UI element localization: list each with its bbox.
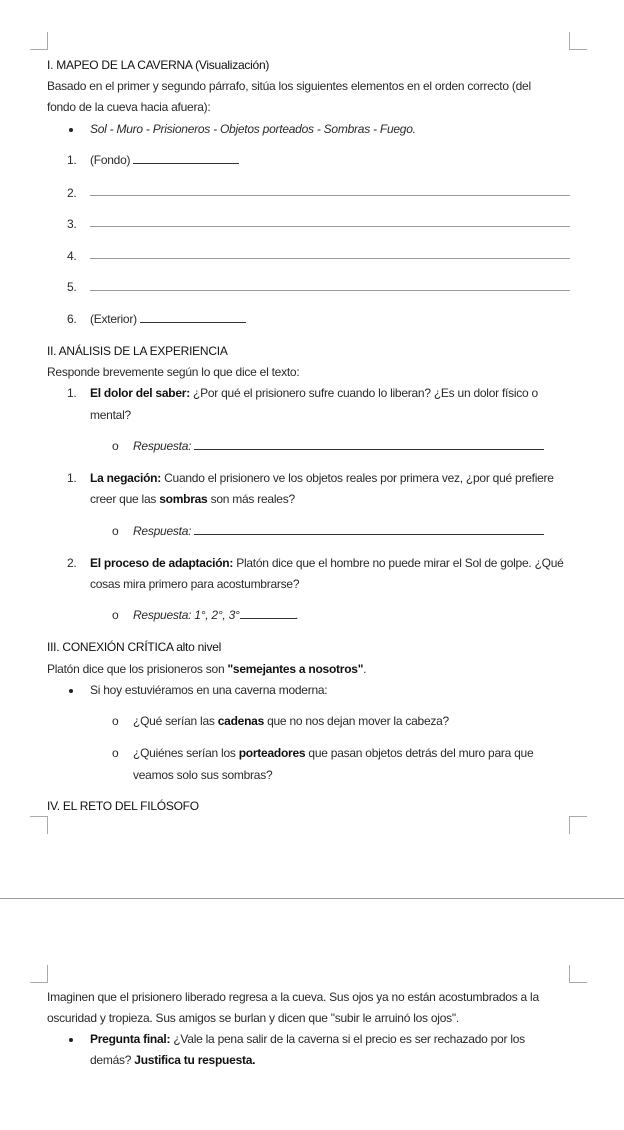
answer-row[interactable] [133, 523, 544, 539]
question-text: demás? [90, 1053, 135, 1067]
emphasis: porteadores [238, 746, 306, 760]
question-text: ¿Quiénes serían los [133, 746, 239, 760]
sub-bullet-icon: o [112, 746, 119, 760]
question-2 [90, 470, 554, 486]
sub-bullet-icon: o [112, 524, 119, 538]
item-label: (Fondo) [90, 153, 131, 167]
final-question [90, 1031, 525, 1047]
section-3-intro [47, 661, 366, 677]
section-title-suffix: alto nivel [173, 640, 222, 654]
page-corner-mark [30, 816, 48, 834]
section-title-main: III. CONEXIÓN CRÍTICA [47, 640, 174, 654]
question-text: ¿Vale la pena salir de la caverna si el precio es ser rechazado por los [170, 1032, 525, 1046]
answer-line[interactable] [90, 290, 570, 291]
sub-bullet-icon: o [112, 608, 119, 622]
answer-label: Respuesta: 1°, 2°, 3° [133, 608, 240, 622]
section-3-title [47, 639, 221, 655]
page-break [0, 898, 624, 899]
question-text: que no nos dejan mover la cabeza? [264, 714, 449, 728]
section-4-text: Imaginen que el prisionero liberado regresa a la cueva. Sus ojos ya no están acostumbrados a la [47, 990, 539, 1004]
page-corner-mark [30, 965, 48, 983]
section-1-title: I. MAPEO DE LA CAVERNA (Visualización) [47, 58, 270, 72]
section-4-title: IV. EL RETO DEL FILÓSOFO [47, 799, 199, 813]
elements-list: Sol - Muro - Prisioneros - Objetos porteados - Sombras - Fuego. [90, 122, 416, 136]
question-title: La negación: [90, 471, 162, 485]
sub-bullet-icon: o [112, 714, 119, 728]
question-cadenas [133, 713, 449, 729]
question-number: 1. [67, 471, 77, 485]
answer-blank[interactable] [133, 152, 239, 164]
intro-text: . [363, 662, 367, 676]
question-title: El dolor del saber: [90, 386, 190, 400]
answer-blank[interactable] [140, 311, 246, 323]
section-1-intro-cont: fondo de la cueva hacia afuera): [47, 100, 211, 114]
question-text: son más reales? [207, 492, 295, 506]
question-1-cont: mental? [90, 408, 131, 422]
emphasis: sombras [159, 492, 208, 506]
emphasis: cadenas [217, 714, 264, 728]
answer-label: Respuesta: [133, 439, 192, 453]
item-number: 6. [67, 312, 77, 326]
question-text: creer que las [90, 492, 160, 506]
page-corner-mark [569, 32, 587, 50]
answer-line[interactable] [90, 195, 570, 196]
answer-blank[interactable] [240, 607, 296, 619]
question-3 [90, 555, 564, 571]
emphasis: Justifica tu respuesta. [134, 1053, 256, 1067]
answer-row[interactable] [133, 438, 544, 454]
answer-blank[interactable] [194, 438, 544, 450]
page-corner-mark [569, 965, 587, 983]
answer-line[interactable] [90, 258, 570, 259]
question-1 [90, 385, 538, 401]
item-number: 2. [67, 186, 77, 200]
item-number: 1. [67, 153, 77, 167]
question-2-cont [90, 491, 295, 507]
question-text: ¿Qué serían las [133, 714, 218, 728]
section-3-bullet: Si hoy estuviéramos en una caverna moderna: [90, 683, 328, 697]
question-text: ¿Por qué el prisionero sufre cuando lo liberan? ¿Es un dolor físico o [189, 386, 538, 400]
question-text: que pasan objetos detrás del muro para que [305, 746, 534, 760]
item-label: (Exterior) [90, 312, 137, 326]
section-4-text-cont: oscuridad y tropieza. Sus amigos se burlan y dicen que "subir le arruinó los ojos". [47, 1011, 459, 1025]
page-corner-mark [30, 32, 48, 50]
question-number: 1. [67, 386, 77, 400]
bullet-icon [69, 128, 73, 132]
item-number: 3. [67, 217, 77, 231]
question-text: Platón dice que el hombre no puede mirar el Sol de golpe. ¿Qué [233, 556, 564, 570]
item-exterior[interactable] [90, 311, 246, 327]
item-fondo[interactable] [90, 152, 239, 168]
emphasis: "semejantes a nosotros" [227, 662, 364, 676]
question-3-cont: cosas mira primero para acostumbrarse? [90, 577, 300, 591]
bullet-icon [69, 1038, 73, 1042]
item-number: 4. [67, 249, 77, 263]
bullet-icon [69, 689, 73, 693]
sub-bullet-icon: o [112, 439, 119, 453]
answer-blank[interactable] [194, 523, 544, 535]
question-porteadores-cont: veamos solo sus sombras? [133, 768, 273, 782]
section-2-title: II. ANÁLISIS DE LA EXPERIENCIA [47, 344, 228, 358]
intro-text: Platón dice que los prisioneros son [47, 662, 228, 676]
section-2-intro: Responde brevemente según lo que dice el texto: [47, 365, 300, 379]
question-title: Pregunta final: [90, 1032, 171, 1046]
section-1-intro: Basado en el primer y segundo párrafo, sitúa los siguientes elementos en el orden correcto (del [47, 79, 531, 93]
answer-row[interactable] [133, 607, 299, 623]
answer-label: Respuesta: [133, 524, 192, 538]
item-number: 5. [67, 280, 77, 294]
final-question-cont [90, 1052, 255, 1068]
question-title: El proceso de adaptación: [90, 556, 234, 570]
question-number: 2. [67, 556, 77, 570]
page-corner-mark [569, 816, 587, 834]
question-text: Cuando el prisionero ve los objetos reales por primera vez, ¿por qué prefiere [161, 471, 554, 485]
answer-line[interactable] [90, 226, 570, 227]
answer-end: . [295, 608, 299, 622]
question-porteadores [133, 745, 533, 761]
